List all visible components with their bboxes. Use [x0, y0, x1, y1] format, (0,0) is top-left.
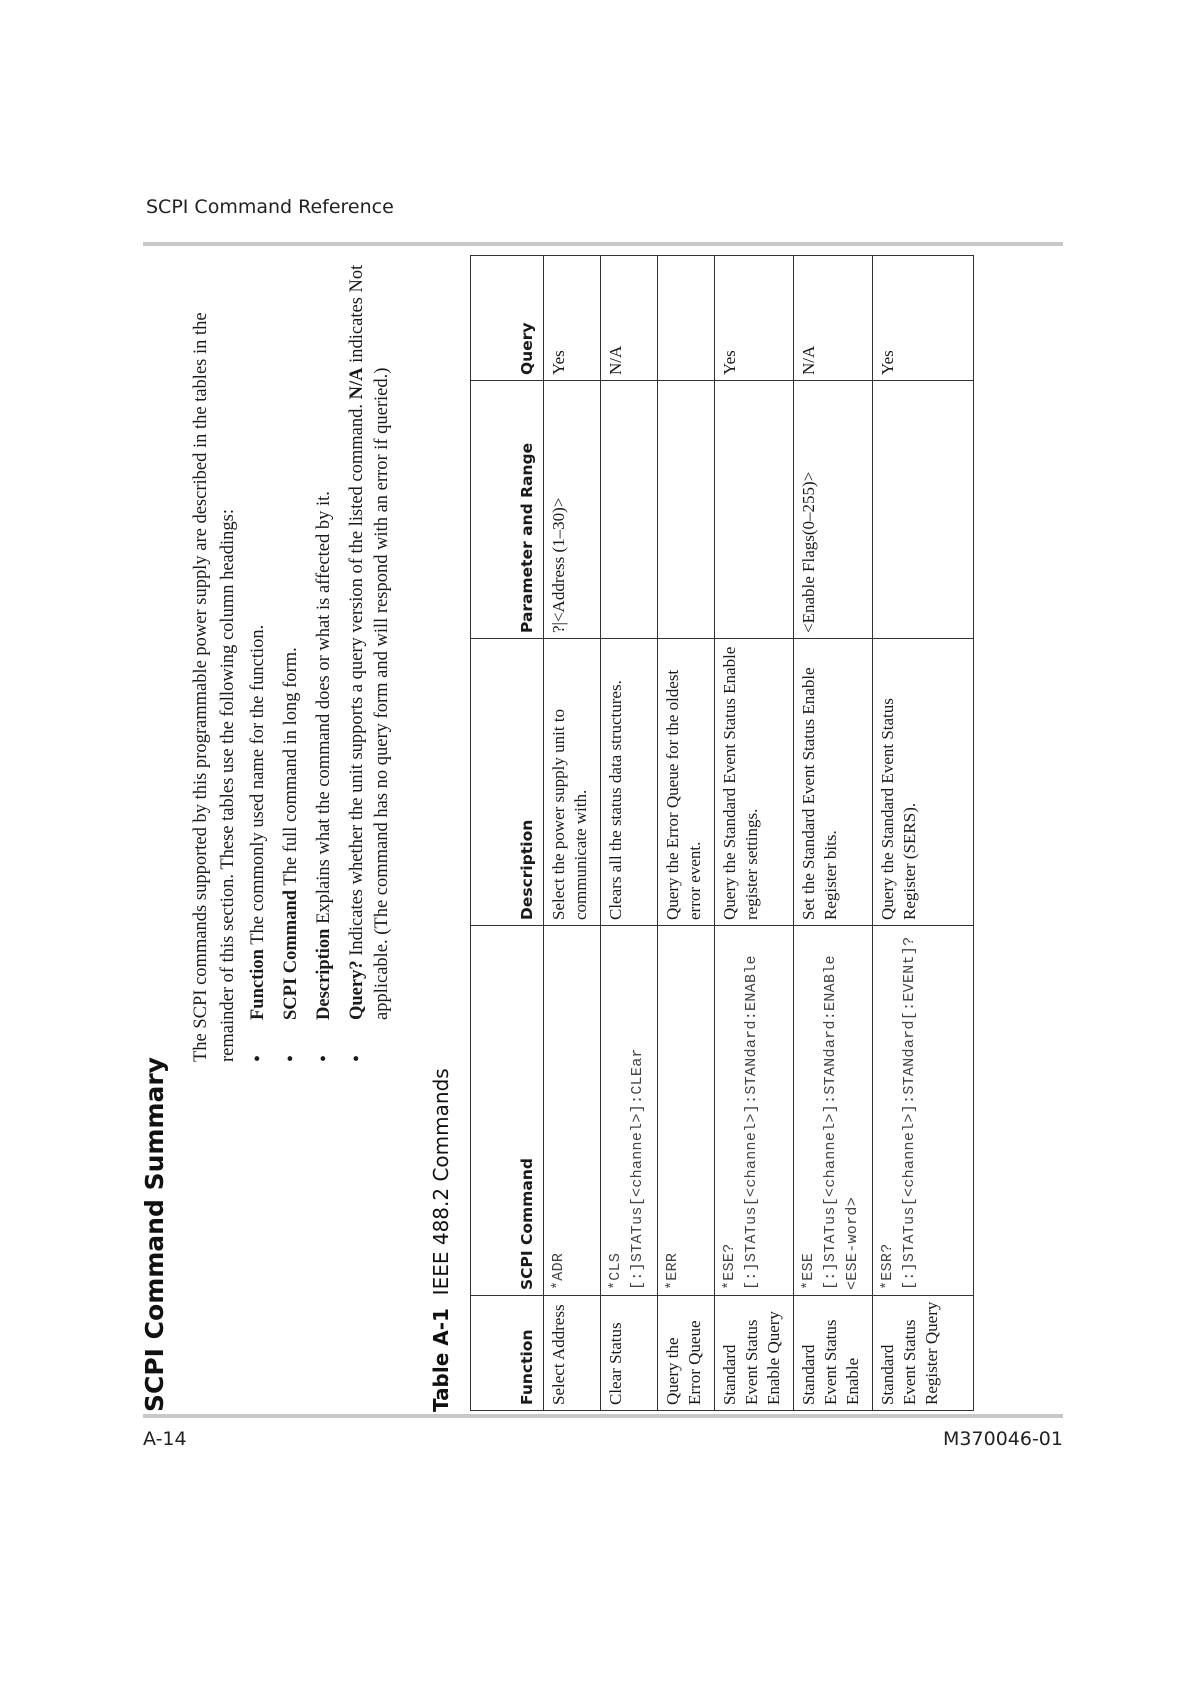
cell-function: Standard Event Status Enable: [794, 1296, 873, 1411]
bullet-description: • Description Explains what the command does or what is affected by it.: [313, 491, 335, 1062]
cell-parameter: [715, 381, 794, 639]
table-header-row: [471, 256, 544, 1411]
header-function: Function: [471, 1296, 544, 1411]
table-row: [794, 256, 873, 1411]
cell-parameter: [658, 381, 715, 639]
header-scpi-command: SCPI Command: [471, 926, 544, 1296]
bullet-icon: •: [313, 1054, 335, 1062]
table-row: [715, 256, 794, 1411]
cell-command: *ERR: [658, 926, 715, 1296]
cell-parameter: [601, 381, 658, 639]
footer-rule: [143, 1414, 1063, 1418]
column-headings-list: [246, 262, 403, 1062]
bullet-icon: •: [280, 1054, 302, 1062]
header-query: Query: [471, 256, 544, 381]
cell-query: N/A: [794, 256, 873, 381]
cell-function: Select Address: [544, 1296, 601, 1411]
table-row: [658, 256, 715, 1411]
cell-description: Set the Standard Event Status Enable Register bits.: [794, 639, 873, 926]
document-number: M370046-01: [943, 1428, 1063, 1450]
header-parameter-range: Parameter and Range: [471, 381, 544, 639]
bullet-scpi-command: • SCPI Command The full command in long form.: [280, 647, 302, 1062]
section-title: SCPI Command Summary: [140, 1057, 169, 1412]
cell-command: *CLS [:]STATus[<channel>]:CLEar: [601, 926, 658, 1296]
cell-description: Select the power supply unit to communicate with.: [544, 639, 601, 926]
cell-function: Clear Status: [601, 1296, 658, 1411]
table-row: [601, 256, 658, 1411]
bullet-icon: •: [247, 1054, 269, 1062]
running-header: SCPI Command Reference: [146, 196, 394, 218]
cell-command: *ESE? [:]STATus[<channel>]:STANdard:ENABle: [715, 926, 794, 1296]
bullet-icon: •: [346, 1054, 368, 1062]
intro-paragraph: The SCPI commands supported by this programmable power supply are described in the tables in the remainder of this section. These tables use the following column headings:: [191, 312, 238, 1062]
table-caption: Table A-1 IEEE 488.2 Commands: [429, 1068, 453, 1412]
header-rule: [143, 242, 1063, 246]
cell-command: *ESR? [:]STATus[<channel>]:STANdard[:EVENt]?: [873, 926, 974, 1296]
cell-parameter: [873, 381, 974, 639]
cell-parameter: ?|<Address (1–30)>: [544, 381, 601, 639]
cell-query: N/A: [601, 256, 658, 381]
cell-query: [658, 256, 715, 381]
cell-query: Yes: [544, 256, 601, 381]
cell-query: Yes: [715, 256, 794, 381]
cell-description: Query the Standard Event Status Register (SERS).: [873, 639, 974, 926]
cell-description: Clears all the status data structures.: [601, 639, 658, 926]
header-description: Description: [471, 639, 544, 926]
rotated-content: [140, 252, 1020, 1412]
table-row: [873, 256, 974, 1411]
cell-function: Standard Event Status Register Query: [873, 1296, 974, 1411]
cell-command: *ADR: [544, 926, 601, 1296]
cell-description: Query the Standard Event Status Enable register settings.: [715, 639, 794, 926]
bullet-function: • Function The commonly used name for the function.: [247, 624, 269, 1062]
cell-parameter: <Enable Flags(0–255)>: [794, 381, 873, 639]
bullet-query: • Query? Indicates whether the unit supports a query version of the listed command. N/A indicates Not applicable. (The command has no query form and will respond with an error if queried.): [346, 264, 392, 1062]
table-row: [544, 256, 601, 1411]
cell-description: Query the Error Queue for the oldest error event.: [658, 639, 715, 926]
cell-function: Standard Event Status Enable Query: [715, 1296, 794, 1411]
cell-command: *ESE [:]STATus[<channel>]:STANdard:ENABle <ESE-word>: [794, 926, 873, 1296]
cell-query: Yes: [873, 256, 974, 381]
cell-function: Query the Error Queue: [658, 1296, 715, 1411]
page-number: A-14: [143, 1428, 187, 1450]
commands-table: [470, 255, 974, 1411]
